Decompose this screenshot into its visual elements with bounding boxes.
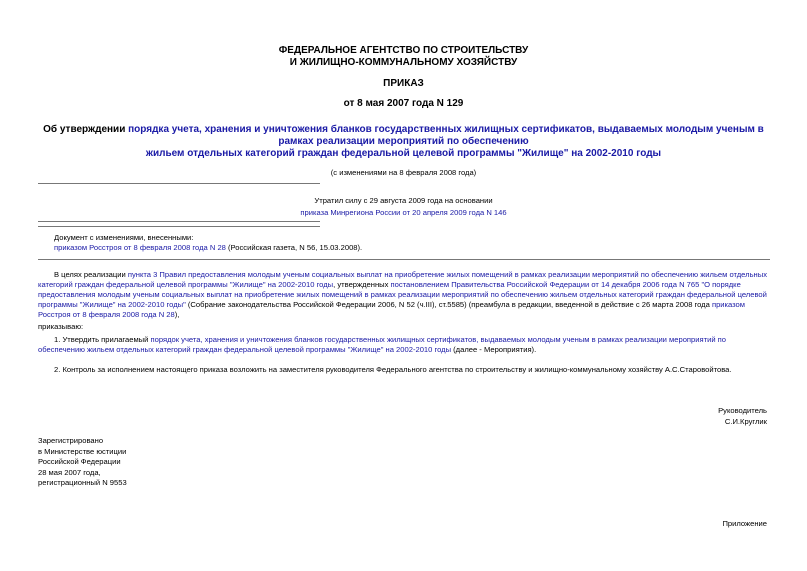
agency-name-line1: ФЕДЕРАЛЬНОЕ АГЕНТСТВО ПО СТРОИТЕЛЬСТВУ: [278, 45, 529, 56]
title-link-line2[interactable]: жильем отдельных категорий граждан федеральной целевой программы "Жилище" на 2002-2010 годы: [145, 148, 662, 159]
item-1-text: 1. Утвердить прилагаемый: [54, 335, 151, 344]
document-type: ПРИКАЗ: [383, 78, 424, 89]
item-1-text: (далее - Мероприятия).: [451, 345, 537, 354]
lost-force-link[interactable]: приказа Минрегиона России от 20 апреля 2009 года N 146: [300, 208, 507, 217]
preamble-paragraph: [38, 270, 770, 320]
registration-line: регистрационный N 9553: [38, 478, 127, 488]
document-title: [40, 124, 767, 160]
orders-word: приказываю:: [38, 322, 84, 331]
item-2-paragraph: 2. Контроль за исполнением настоящего приказа возложить на заместителя руководителя Федерального агентства по строительству и жилищно-коммунальному хозяйству А.С.Старовойтова.: [54, 365, 732, 374]
registration-line: 28 мая 2007 года,: [38, 467, 101, 477]
preamble-link-decree[interactable]: постановлением Правительства Российской Федерации от 14 декабря 2006 года N 765 "О порядке предоставления молодым ученым социальных выплат на приобретение жилых помещений в рамках реализации мероприятий по обеспечению жильем отдельных категорий граждан федеральной целевой программы "Жилище" на 2002-2010 годы": [38, 280, 767, 309]
title-link-line1[interactable]: порядка учета, хранения и уничтожения бланков государственных жилищных сертификатов, выдаваемых молодым ученым в рамках реализации мероприятий по обеспечению: [128, 124, 764, 147]
changes-suffix: (Российская газета, N 56, 15.03.2008).: [225, 243, 363, 252]
title-prefix: Об утверждении: [43, 124, 129, 135]
registration-line: Зарегистрировано: [38, 436, 104, 445]
divider: [38, 259, 770, 260]
signature-role: Руководитель: [718, 406, 767, 415]
registration-line: в Министерстве юстиции: [38, 446, 127, 456]
item-1-paragraph: [38, 335, 770, 355]
changes-label: Документ с изменениями, внесенными:: [54, 233, 194, 242]
preamble-text: , утвержденных: [333, 280, 391, 289]
divider: [38, 226, 320, 227]
registration-line: Российской Федерации: [38, 457, 121, 467]
divider: [38, 221, 320, 222]
document-date: от 8 мая 2007 года N 129: [343, 98, 464, 109]
registration-block: [38, 436, 127, 489]
divider: [38, 183, 320, 184]
preamble-text: ),: [174, 310, 180, 319]
changes-source: [54, 243, 362, 253]
preamble-link-rules[interactable]: пункта 3 Правил предоставления молодым ученым социальных выплат на приобретение жилых помещений в рамках реализации мероприятий по обеспечению жильем отдельных категорий граждан федеральной целевой программы "Жилище" на 2002-2010 годы: [38, 270, 767, 289]
preamble-text: В целях реализации: [54, 270, 128, 279]
preamble-link-order[interactable]: приказом Росстроя от 8 февраля 2008 года N 28: [38, 300, 745, 319]
signature-name: С.И.Круглик: [724, 417, 767, 426]
preamble-text: (Собрание законодательства Российской Федерации 2006, N 52 (ч.III), ст.5585) (преамбула в редакции, введенной в действие с 26 марта 2008 года: [185, 300, 712, 309]
item-1-link[interactable]: порядок учета, хранения и уничтожения бланков государственных жилищных сертификатов, выдаваемых молодым ученым в рамках реализации мероприятий по обеспечению жильем отдельных категорий граждан федеральной целевой программы "Жилище" на 2002-2010 годы: [38, 335, 727, 354]
lost-force-text: Утратил силу с 29 августа 2009 года на основании: [314, 196, 493, 205]
appendix-label: Приложение: [722, 519, 767, 528]
amendments-note: (с изменениями на 8 февраля 2008 года): [330, 168, 477, 177]
agency-name-line2: И ЖИЛИЩНО-КОММУНАЛЬНОМУ ХОЗЯЙСТВУ: [289, 57, 518, 68]
changes-link[interactable]: приказом Росстроя от 8 февраля 2008 года N 28: [54, 243, 226, 252]
